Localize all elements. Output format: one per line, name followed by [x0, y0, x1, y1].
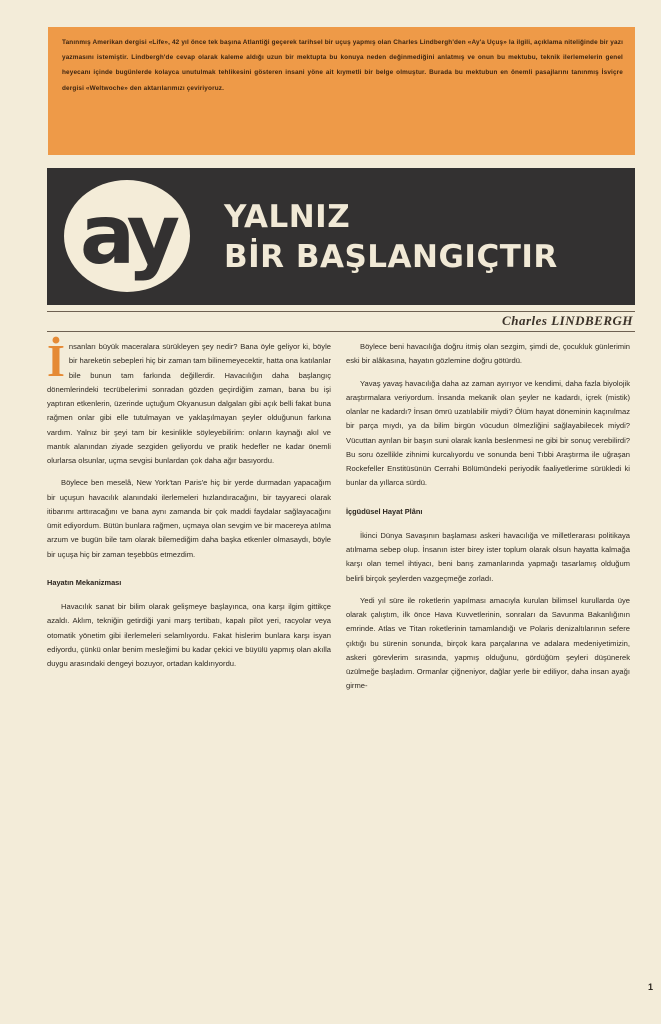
intro-box: [48, 27, 635, 155]
page-number: 1: [647, 982, 653, 992]
divider-bottom: [47, 331, 635, 332]
paragraph-text: nsanları büyük maceralara sürükleyen şey nedir? Bana öyle geliyor ki, böyle bir hareketin sebepleri hiç bir zaman tam bilinemeyecektir, hatta ona katılanlar bile bunun tam farkında değillerdir. Havacılığın daha başlangıç dönemlerindeki tecrübelerimi sonradan gözden geçirdiğim zaman, bana bu işi yaptıran etkenlerin, üzerinde uçtuğum Okyanusun dalgaları gibi açık belli fakat buna rağmen onlar gibi elle tutulmayan ve yaklaşılmayan şeyler olduğunun farkına vardım. Yalnız bir şeyi tam bir kesinlikle söyleyebilirim: onların kaynağı akıl ve mantık alanından ziyade sezgiden geliyordu ve pratik hedefler ne kadar önemli olurlarsa olsunlar, uçma sevgisi bunlardan çok daha ağır basıyordu.: [47, 342, 331, 465]
author-byline: Charles LINDBERGH: [502, 313, 633, 328]
section-heading: İçgüdüsel Hayat Plânı: [346, 506, 423, 516]
paragraph: Böylece beni havacılığa doğru itmiş olan sezgim, şimdi de, çocukluk günlerimin eski bir alâkasına, hayatın gözlemine doğru götürdü.: [346, 342, 630, 366]
section-heading: Hayatın Mekanizması: [47, 577, 122, 587]
intro-text: Tanınmış Amerikan dergisi «Life», 42 yıl önce tek başına Atlantiği geçerek tarihsel bir uçuş yapmış olan Charles Lindbergh'den «Ay'a Uçuş» la ilgili, açıklama niteliğinde bir yazı yazmasını istemiştir. Lindbergh'de cevap olarak kaleme aldığı uzun bir mektupta bu konuya neden değinmediğini anlatmış ve onun bu mektubu, teknik ilerlemelerin genel heyecanı içinde bugünlerde kolayca unutulmak tehlikesini gösteren insani yöne ait kıymetli bir belge olmuştur. Burada bu mektubun en önemli pasajlarını tanınmış İsviçre dergisi «Weltwoche» den aktarılarımızı çeviriyoruz.: [62, 39, 623, 92]
title-line-2: BİR BAŞLANGIÇTIR: [224, 239, 558, 275]
paragraph: Havacılık sanat bir bilim olarak gelişmeye başlayınca, ona karşı ilgim gittikçe azaldı. Aklım, tekniğin getirdiği yani marş tertibatı, kapalı pilot yeri, racyolar veya otomatik yönetim gibi ilerlemeleri selamlıyordu. Fakat hislerim bunlara karşı isyan ediyordu, çünkü onlar benim mesleğimi bu kadar çekici ve büyülü yapmış olan akılla duygu arasındaki dengeyi bozuyor, ortadan kaldırıyordu.: [47, 602, 331, 668]
drop-cap: İ: [47, 335, 65, 386]
paragraph: Yedi yıl süre ile roketlerin yapılması amacıyla kurulan bilimsel kurullarda üye olarak çalıştım, ilk önce Hava Kuvvetlerinin, sonraları da Savunma Bakanlığının emrinde. Atlas ve Titan roketlerinin tamamlandığı ve Polaris denizaltılarının sefere çıktığı bu sürenin sonunda, birçok kara parçalarına ve adalara medeniyetimizin, askeri görevlerim sırasında, yapmış olduğunu, gördüğüm şeyleri düşünerek üzülmeğe başladım. Ormanlar çiğneniyor, dağlar yerle bir ediliyor, daha insan ayağı girme-: [346, 595, 630, 691]
paragraph: [47, 335, 331, 468]
article-column-left: [47, 335, 331, 679]
ay-logo: ay: [79, 188, 175, 283]
paragraph: Böylece ben meselâ, New York'tan Paris'e hiç bir yerde durmadan yapacağım bir uçuşun havacılık alanındaki ilerlemeleri hızlandıracağını, bir tayyareci olarak itibarımı arttıracağını ve bana aynı zamanda bir çok maddi faydalar sağlayacağını ümit ediyordum. Bütün bunlara rağmen, uçmaya olan sevgim ve bir macereya atılma arzum ve bugün bile tam olarak bilemediğim daha başka etkenler olmasaydı, böyle bir uçuşa hiç bir zaman teşebbüs etmezdim.: [47, 478, 331, 559]
paragraph: Yavaş yavaş havacılığa daha az zaman ayırıyor ve kendimi, daha fazla biyolojik araştırmalara veriyordum. İnsanda mekanik olan şeyler ne kadardı, içrek (mistik) olanlar ne kadardı? İnsan ömrü uzatılabilir miydi? Ölüm hayat döneminin kaçınılmaz bir parça mıydı, ya da bilim birgün vücudun ölmezliğini sağlayabilecek miydi? Vücuttan ayrılan bir başın suni olarak kanla beslenmesi ne gibi bir sonuç verebilirdi? Bu soru özellikle zihnimi kurcalıyordu ve sonunda beni Tıbbi Araştırma ile uğraşan Rockefeller Enstitüsünün Cerrahi Bölümündeki periyodik faaliyetlerime sürükledi ki bunlar da yıllarca sürdü.: [346, 378, 630, 488]
paragraph: İkinci Dünya Savaşının başlaması askeri havacılığa ve milletlerarası politikaya atılmama sebep olup. İnsanın ister birey ister toplum olarak olsun hayatta kalmağa karşı olan temel ihtiyacı, beni barış zamanlarında yapmağı tasarlamış olduğum belirli birçok şeylerden vazgeçmeğe zorladı.: [346, 530, 630, 583]
article-column-right: [346, 340, 630, 702]
divider-top: [47, 311, 635, 312]
title-line-1: YALNIZ: [224, 199, 351, 235]
